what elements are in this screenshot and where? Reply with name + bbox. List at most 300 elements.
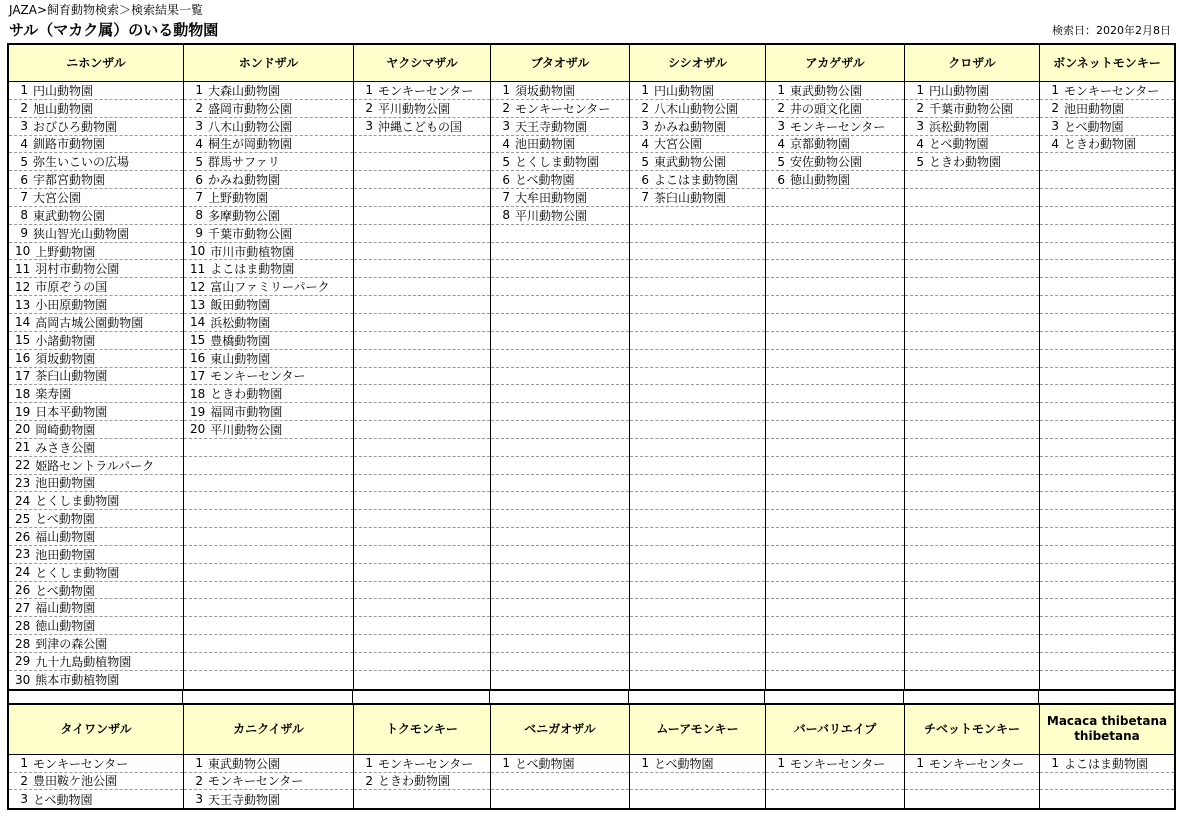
spacer-divider — [1038, 691, 1039, 703]
zoo-name: 小田原動物園 — [35, 298, 108, 313]
zoo-name: 平川動物公園 — [515, 208, 588, 223]
zoo-row — [905, 296, 1039, 314]
zoo-name: 福岡市動物園 — [210, 405, 283, 420]
zoo-number: 3 — [195, 119, 203, 134]
zoo-row — [184, 189, 353, 207]
zoo-number: 27 — [15, 600, 31, 615]
zoo-name: 徳山動物園 — [35, 619, 96, 634]
zoo-number: 11 — [190, 261, 206, 276]
zoo-number: 23 — [15, 475, 31, 490]
zoo-row — [9, 171, 183, 189]
zoo-row — [491, 582, 629, 600]
zoo-row — [9, 790, 183, 808]
zoo-name: 東武動物公園 — [790, 83, 863, 98]
zoo-row — [9, 153, 183, 171]
zoo-row — [905, 421, 1039, 439]
zoo-row — [9, 582, 183, 600]
zoo-row — [184, 510, 353, 528]
zoo-name: 茶臼山動物園 — [35, 369, 108, 384]
zoo-number: 3 — [1051, 119, 1059, 134]
zoo-row — [1040, 773, 1174, 791]
zoo-row — [905, 314, 1039, 332]
zoo-row — [354, 385, 490, 403]
zoo-row — [491, 457, 629, 475]
zoo-row — [184, 403, 353, 421]
zoo-row — [1040, 278, 1174, 296]
zoo-row — [766, 82, 904, 100]
zoo-row — [766, 136, 904, 154]
zoo-row — [184, 582, 353, 600]
species-header: クロザル — [905, 45, 1039, 82]
zoo-row — [1040, 296, 1174, 314]
zoo-row — [491, 278, 629, 296]
zoo-row — [184, 207, 353, 225]
zoo-row — [491, 403, 629, 421]
zoo-number: 19 — [190, 404, 206, 419]
species-column — [184, 705, 354, 809]
zoo-number: 5 — [20, 154, 28, 169]
zoo-row — [184, 564, 353, 582]
zoo-row — [766, 207, 904, 225]
species-column — [905, 45, 1040, 689]
zoo-row — [491, 671, 629, 689]
zoo-name: 高岡古城公園動物園 — [35, 315, 144, 330]
zoo-name: 小諸動物園 — [35, 333, 96, 348]
zoo-number: 5 — [502, 154, 510, 169]
zoo-name: とべ動物園 — [929, 137, 989, 152]
zoo-number: 2 — [195, 101, 203, 116]
zoo-number: 1 — [502, 756, 510, 771]
zoo-row — [354, 243, 490, 261]
zoo-row — [354, 457, 490, 475]
zoo-row — [905, 599, 1039, 617]
zoo-row — [9, 599, 183, 617]
zoo-number: 5 — [777, 154, 785, 169]
zoo-row — [630, 492, 765, 510]
zoo-row — [9, 82, 183, 100]
zoo-row — [1040, 332, 1174, 350]
zoo-number: 30 — [15, 672, 31, 687]
zoo-row — [766, 350, 904, 368]
zoo-row — [630, 278, 765, 296]
zoo-name: モンキーセンター — [929, 756, 1025, 771]
zoo-row — [184, 136, 353, 154]
zoo-row — [9, 278, 183, 296]
zoo-name: 盛岡市動物公園 — [208, 101, 293, 116]
zoo-name: 天王寺動物園 — [515, 119, 588, 134]
zoo-number: 19 — [15, 404, 31, 419]
zoo-row — [491, 296, 629, 314]
zoo-name: 市原ぞうの国 — [35, 280, 108, 295]
zoo-row — [905, 260, 1039, 278]
zoo-number: 2 — [1051, 101, 1059, 116]
zoo-row — [1040, 350, 1174, 368]
species-column — [766, 45, 905, 689]
zoo-row — [184, 421, 353, 439]
zoo-number: 18 — [15, 386, 31, 401]
zoo-row — [354, 278, 490, 296]
zoo-name: 大宮公園 — [654, 137, 703, 152]
zoo-row — [184, 546, 353, 564]
zoo-row — [9, 243, 183, 261]
zoo-row — [184, 599, 353, 617]
zoo-number: 23 — [15, 547, 31, 562]
zoo-name: かみね動物園 — [208, 173, 281, 188]
zoo-row — [630, 653, 765, 671]
zoo-row — [184, 82, 353, 100]
zoo-row — [9, 773, 183, 791]
zoo-row — [630, 153, 765, 171]
zoo-number: 7 — [641, 190, 649, 205]
zoo-row — [491, 171, 629, 189]
zoo-row — [1040, 100, 1174, 118]
zoo-name: モンキーセンター — [1064, 83, 1160, 98]
zoo-row — [766, 278, 904, 296]
zoo-row — [1040, 82, 1174, 100]
zoo-row — [491, 528, 629, 546]
zoo-row — [1040, 790, 1174, 808]
zoo-row — [184, 773, 353, 791]
zoo-row — [354, 528, 490, 546]
zoo-row — [766, 385, 904, 403]
zoo-number: 8 — [20, 208, 28, 223]
zoo-name: 池田動物園 — [35, 547, 96, 562]
zoo-number: 16 — [190, 351, 206, 366]
zoo-number: 1 — [195, 756, 203, 771]
zoo-row — [491, 599, 629, 617]
zoo-number: 13 — [190, 297, 206, 312]
zoo-row — [1040, 207, 1174, 225]
zoo-name: 東武動物公園 — [654, 155, 727, 170]
zoo-row — [184, 755, 353, 773]
zoo-row — [905, 582, 1039, 600]
zoo-name: 東山動物園 — [210, 351, 271, 366]
zoo-number: 8 — [195, 208, 203, 223]
species-header: ニホンザル — [9, 45, 183, 82]
zoo-row — [766, 582, 904, 600]
zoo-row — [184, 635, 353, 653]
zoo-row — [766, 510, 904, 528]
results-sheet — [7, 43, 1176, 810]
zoo-row — [1040, 653, 1174, 671]
zoo-row — [630, 100, 765, 118]
zoo-number: 1 — [1051, 756, 1059, 771]
zoo-row — [491, 350, 629, 368]
zoo-row — [1040, 617, 1174, 635]
zoo-number: 3 — [195, 792, 203, 807]
zoo-number: 2 — [641, 101, 649, 116]
zoo-name: とくしま動物園 — [35, 565, 120, 580]
zoo-row — [1040, 546, 1174, 564]
zoo-name: 安佐動物公園 — [790, 155, 863, 170]
zoo-row — [184, 350, 353, 368]
zoo-row — [630, 599, 765, 617]
zoo-name: とべ動物園 — [654, 756, 714, 771]
zoo-row — [491, 100, 629, 118]
zoo-number: 16 — [15, 351, 31, 366]
zoo-number: 5 — [916, 154, 924, 169]
zoo-name: 東武動物公園 — [208, 756, 281, 771]
zoo-number: 3 — [916, 119, 924, 134]
zoo-row — [491, 773, 629, 791]
zoo-row — [491, 332, 629, 350]
zoo-name: とべ動物園 — [35, 583, 95, 598]
zoo-name: 円山動物園 — [929, 83, 990, 98]
zoo-number: 26 — [15, 529, 31, 544]
zoo-name: 福山動物園 — [35, 601, 96, 616]
zoo-row — [905, 457, 1039, 475]
zoo-row — [491, 653, 629, 671]
species-column — [766, 705, 905, 809]
zoo-number: 4 — [502, 136, 510, 151]
zoo-row — [1040, 260, 1174, 278]
zoo-row — [905, 528, 1039, 546]
zoo-number: 14 — [190, 315, 206, 330]
zoo-name: 釧路市動物園 — [33, 137, 106, 152]
zoo-row — [354, 635, 490, 653]
zoo-row — [766, 617, 904, 635]
zoo-row — [766, 457, 904, 475]
zoo-number: 18 — [190, 386, 206, 401]
zoo-name: 池田動物園 — [35, 476, 96, 491]
zoo-row — [354, 296, 490, 314]
zoo-row — [184, 260, 353, 278]
zoo-name: 沖縄こどもの国 — [378, 119, 463, 134]
zoo-row — [1040, 457, 1174, 475]
zoo-name: 群馬サファリ — [208, 155, 280, 170]
zoo-row — [354, 153, 490, 171]
zoo-row — [630, 314, 765, 332]
zoo-row — [9, 207, 183, 225]
zoo-row — [766, 171, 904, 189]
zoo-name: モンキーセンター — [208, 774, 304, 789]
zoo-name: 市川市動植物園 — [210, 244, 295, 259]
species-column — [491, 705, 630, 809]
zoo-row — [630, 528, 765, 546]
zoo-row — [9, 350, 183, 368]
zoo-number: 2 — [195, 773, 203, 788]
zoo-row — [905, 189, 1039, 207]
zoo-row — [766, 368, 904, 386]
zoo-row — [630, 332, 765, 350]
zoo-row — [905, 773, 1039, 791]
zoo-number: 1 — [20, 83, 28, 98]
zoo-name: 上野動物園 — [208, 190, 269, 205]
zoo-row — [766, 332, 904, 350]
zoo-row — [905, 403, 1039, 421]
zoo-name: 茶臼山動物園 — [654, 190, 727, 205]
zoo-row — [1040, 385, 1174, 403]
zoo-row — [9, 671, 183, 689]
zoo-name: 福山動物園 — [35, 530, 96, 545]
zoo-row — [905, 635, 1039, 653]
zoo-number: 1 — [20, 756, 28, 771]
zoo-row — [1040, 492, 1174, 510]
zoo-name: 京都動物園 — [790, 137, 851, 152]
zoo-row — [354, 350, 490, 368]
zoo-row — [630, 510, 765, 528]
zoo-number: 14 — [15, 315, 31, 330]
zoo-row — [491, 243, 629, 261]
zoo-number: 4 — [20, 136, 28, 151]
zoo-row — [630, 82, 765, 100]
zoo-row — [905, 385, 1039, 403]
zoo-number: 1 — [916, 756, 924, 771]
zoo-row — [905, 475, 1039, 493]
species-header: カニクイザル — [184, 705, 353, 755]
zoo-number: 1 — [641, 756, 649, 771]
zoo-number: 7 — [502, 190, 510, 205]
zoo-row — [905, 439, 1039, 457]
zoo-name: とべ動物園 — [1064, 119, 1124, 134]
species-column — [354, 705, 491, 809]
zoo-row — [9, 510, 183, 528]
zoo-row — [9, 617, 183, 635]
species-header: ホンドザル — [184, 45, 353, 82]
zoo-row — [766, 564, 904, 582]
zoo-row — [766, 314, 904, 332]
zoo-name: 多摩動物公園 — [208, 208, 281, 223]
zoo-row — [9, 189, 183, 207]
zoo-number: 28 — [15, 618, 31, 633]
zoo-number: 22 — [15, 458, 31, 473]
zoo-name: 平川動物公園 — [210, 422, 283, 437]
zoo-row — [354, 671, 490, 689]
species-column — [1040, 45, 1174, 689]
bottom-species-table — [7, 703, 1176, 811]
zoo-row — [491, 546, 629, 564]
zoo-row — [1040, 118, 1174, 136]
zoo-name: 八木山動物公園 — [654, 101, 739, 116]
zoo-row — [1040, 755, 1174, 773]
zoo-row — [184, 243, 353, 261]
zoo-name: 日本平動物園 — [35, 405, 108, 420]
zoo-row — [766, 439, 904, 457]
zoo-name: 桐生が岡動物園 — [208, 137, 293, 152]
zoo-number: 15 — [190, 333, 206, 348]
species-column — [630, 705, 766, 809]
zoo-row — [184, 171, 353, 189]
zoo-row — [630, 243, 765, 261]
zoo-name: モンキーセンター — [790, 119, 886, 134]
species-header: バーバリエイプ — [766, 705, 904, 755]
zoo-name: とべ動物園 — [33, 792, 93, 807]
zoo-row — [630, 296, 765, 314]
zoo-row — [9, 564, 183, 582]
zoo-row — [905, 171, 1039, 189]
zoo-row — [491, 368, 629, 386]
zoo-name: 楽寿園 — [35, 387, 72, 402]
zoo-number: 1 — [365, 756, 373, 771]
zoo-name: 平川動物公園 — [378, 101, 451, 116]
zoo-name: 浜松動物園 — [929, 119, 990, 134]
species-header: ヤクシマザル — [354, 45, 490, 82]
zoo-row — [766, 260, 904, 278]
zoo-row — [354, 260, 490, 278]
zoo-row — [766, 153, 904, 171]
zoo-row — [9, 260, 183, 278]
zoo-row — [491, 617, 629, 635]
zoo-number: 11 — [15, 261, 31, 276]
zoo-row — [9, 403, 183, 421]
zoo-row — [9, 296, 183, 314]
zoo-row — [1040, 421, 1174, 439]
zoo-name: モンキーセンター — [378, 756, 474, 771]
zoo-row — [184, 100, 353, 118]
zoo-number: 25 — [15, 511, 31, 526]
species-header: アカゲザル — [766, 45, 904, 82]
zoo-row — [354, 314, 490, 332]
zoo-row — [354, 790, 490, 808]
zoo-row — [905, 564, 1039, 582]
zoo-name: モンキーセンター — [378, 83, 474, 98]
zoo-name: 弥生いこいの広場 — [33, 155, 130, 170]
zoo-row — [184, 153, 353, 171]
zoo-number: 17 — [15, 368, 31, 383]
zoo-row — [184, 617, 353, 635]
species-column — [354, 45, 491, 689]
zoo-name: よこはま動物園 — [654, 173, 739, 188]
zoo-name: 千葉市動物公園 — [208, 226, 293, 241]
zoo-row — [184, 296, 353, 314]
zoo-number: 1 — [1051, 83, 1059, 98]
table-spacer — [7, 691, 1176, 703]
zoo-row — [905, 225, 1039, 243]
zoo-number: 24 — [15, 493, 31, 508]
zoo-name: 豊橋動物園 — [210, 333, 271, 348]
zoo-row — [766, 100, 904, 118]
zoo-row — [184, 314, 353, 332]
zoo-number: 2 — [20, 101, 28, 116]
zoo-row — [905, 617, 1039, 635]
zoo-row — [630, 773, 765, 791]
zoo-row — [9, 332, 183, 350]
zoo-number: 6 — [20, 172, 28, 187]
zoo-row — [766, 225, 904, 243]
zoo-name: 大宮公園 — [33, 190, 82, 205]
zoo-row — [630, 671, 765, 689]
zoo-row — [491, 207, 629, 225]
zoo-number: 4 — [916, 136, 924, 151]
zoo-number: 2 — [916, 101, 924, 116]
zoo-row — [354, 439, 490, 457]
zoo-number: 1 — [502, 83, 510, 98]
species-column — [491, 45, 630, 689]
zoo-number: 17 — [190, 368, 206, 383]
zoo-name: 熊本市動植物園 — [35, 673, 120, 688]
zoo-name: 上野動物園 — [35, 244, 96, 259]
zoo-row — [9, 755, 183, 773]
zoo-row — [184, 653, 353, 671]
zoo-row — [630, 350, 765, 368]
zoo-number: 10 — [190, 244, 206, 259]
zoo-row — [766, 403, 904, 421]
zoo-row — [630, 260, 765, 278]
zoo-name: かみね動物園 — [654, 119, 727, 134]
zoo-number: 4 — [777, 136, 785, 151]
zoo-row — [630, 755, 765, 773]
zoo-row — [1040, 582, 1174, 600]
zoo-name: 大森山動物園 — [208, 83, 281, 98]
species-header: シシオザル — [630, 45, 765, 82]
spacer-divider — [628, 691, 629, 703]
zoo-number: 9 — [195, 226, 203, 241]
zoo-row — [184, 368, 353, 386]
zoo-row — [766, 118, 904, 136]
zoo-name: モンキーセンター — [33, 756, 129, 771]
zoo-name: 岡崎動物園 — [35, 422, 96, 437]
spacer-divider — [489, 691, 490, 703]
